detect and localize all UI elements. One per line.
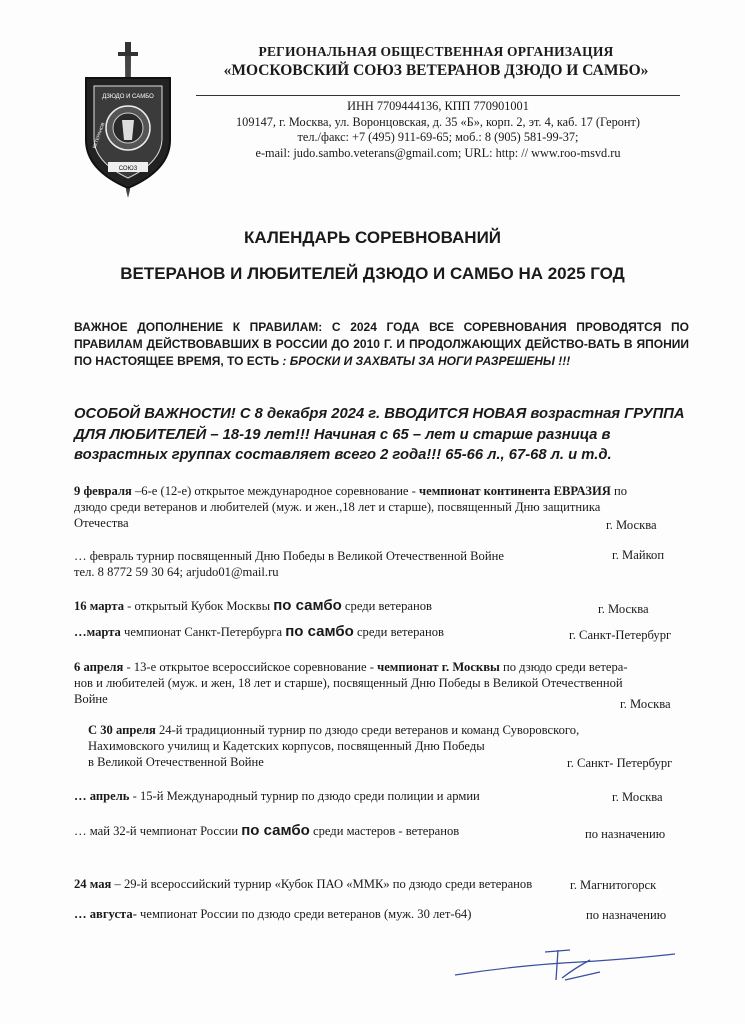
rules-notice-emphasis: : БРОСКИ И ЗАХВАТЫ ЗА НОГИ РАЗРЕШЕНЫ !!! — [282, 354, 571, 368]
event-text: по — [610, 484, 628, 498]
event-text: Нахимовского училищ и Кадетских корпусов, посвященный Дню Победы — [88, 739, 485, 753]
event-text: - 13-е открытое всероссийское соревнование - — [123, 660, 378, 674]
event-date: С 30 апреля — [88, 723, 156, 737]
event-date: 6 апреля — [74, 660, 124, 674]
shield-sword-emblem-icon — [78, 40, 178, 200]
event-april-police — [74, 788, 480, 804]
event-city: г. Москва — [606, 518, 657, 532]
org-line-1: РЕГИОНАЛЬНАЯ ОБЩЕСТВЕННАЯ ОРГАНИЗАЦИЯ — [258, 44, 614, 59]
event-30-april — [88, 722, 648, 770]
event-text: 32-й чемпионат России — [109, 824, 242, 838]
event-24-may — [74, 876, 532, 892]
event-highlight: чемпионат г. Москвы — [377, 660, 500, 674]
email-url: e-mail: judo.sambo.veterans@gmail.com; URL: http: // www.roo-msvd.ru — [255, 145, 621, 160]
event-city: г. Магнитогорск — [570, 878, 657, 892]
event-march-spb — [74, 624, 444, 640]
contact-block — [196, 99, 680, 161]
event-text: Войне — [74, 692, 108, 706]
event-6-april — [74, 659, 686, 707]
event-city: г. Санкт-Петербург — [569, 628, 672, 642]
event-may-sambo — [74, 823, 459, 839]
event-text: в Великой Отечественной Войне — [88, 755, 264, 769]
event-text: дзюдо среди ветеранов и любителей (муж. и жен.,18 лет и старше), посвященный Дню защитника — [74, 500, 601, 514]
calendar-subtitle: ВЕТЕРАНОВ И ЛЮБИТЕЛЕЙ ДЗЮДО И САМБО НА 2025 ГОД — [120, 264, 625, 283]
event-date: 24 мая — [74, 877, 112, 891]
event-highlight: по самбо — [273, 597, 342, 614]
inn-kpp: ИНН 7709444136, КПП 770901001 — [347, 99, 529, 113]
event-text: - открытый Кубок Москвы — [124, 599, 274, 613]
special-notice — [74, 404, 694, 466]
event-text: нов и любителей (муж. и жен, 18 лет и старше), посвященный Дню Победы в Великой Отечественной — [74, 676, 623, 690]
event-text: чемпионат России по дзюдо среди ветеранов (муж. 30 лет-64) — [136, 907, 472, 921]
rules-notice — [74, 319, 689, 370]
event-text: Отечества — [74, 516, 129, 530]
event-city: г. Майкоп — [612, 548, 665, 562]
event-city: г. Санкт- Петербург — [567, 756, 673, 770]
event-9-february — [74, 483, 684, 531]
event-february-maykop — [74, 548, 634, 580]
org-line-2: «МОСКОВСКИЙ СОЮЗ ВЕТЕРАНОВ ДЗЮДО И САМБО» — [223, 62, 649, 79]
event-highlight: по самбо — [285, 623, 354, 640]
special-notice-text: ! С 8 декабря 2024 г. ВВОДИТСЯ НОВАЯ возрастная ГРУППА ДЛЯ ЛЮБИТЕЛЕЙ – 18-19 лет!!! Начиная с 65 – лет и старше разница в возрастных группах составляет всего 2 года!!! 65-66 л., 67-68 л. и т.д. — [74, 406, 685, 463]
event-date: … май — [74, 824, 110, 838]
event-text: –6-е (12-е) открытое международное соревнование - — [131, 484, 420, 498]
event-date: 9 февраля — [74, 484, 132, 498]
calendar-title: КАЛЕНДАРЬ СОРЕВНОВАНИЙ — [243, 228, 502, 247]
event-contact: тел. 8 8772 59 30 64; arjudo01@mail.ru — [74, 565, 279, 579]
event-text: среди ветеранов — [341, 599, 432, 613]
address: 109147, г. Москва, ул. Воронцовская, д. 35 «Б», корп. 2, эт. 4, каб. 17 (Геронт) — [236, 114, 640, 129]
event-city: г. Москва — [612, 790, 663, 804]
event-city: г. Москва — [620, 697, 671, 711]
event-text: по дзюдо среди ветера- — [499, 660, 628, 674]
event-text: - 15-й Международный турнир по дзюдо среди полиции и армии — [129, 789, 480, 803]
header-divider — [196, 95, 680, 96]
signature-icon — [450, 940, 680, 1000]
special-notice-lead: ОСОБОЙ ВАЖНОСТИ — [74, 406, 231, 422]
event-16-march — [74, 598, 432, 614]
event-august — [74, 906, 471, 922]
logo-text-side: ВЕТЕРАНОВ — [91, 121, 106, 150]
phone: тел./факс: +7 (495) 911-69-65; моб.: 8 (905) 581-99-37; — [297, 130, 579, 145]
event-text: среди мастеров - ветеранов — [309, 824, 460, 838]
event-highlight: чемпионат континента ЕВРАЗИЯ — [419, 484, 611, 498]
event-text: 24-й традиционный турнир по дзюдо среди ветеранов и команд Суворовского, — [155, 723, 580, 737]
event-date: … апрель — [74, 789, 130, 803]
event-highlight: по самбо — [241, 822, 310, 839]
event-text: чемпионат Санкт-Петербурга — [120, 625, 286, 639]
logo-text-top: ДЗЮДО И САМБО — [102, 94, 154, 100]
event-date: … августа- — [74, 907, 137, 921]
event-text: – 29-й всероссийский турнир «Кубок ПАО «ММК» по дзюдо среди ветеранов — [111, 877, 533, 891]
event-city: по назначению — [585, 827, 666, 841]
event-text: среди ветеранов — [353, 625, 444, 639]
event-text: … февраль турнир посвященный Дню Победы в Великой Отечественной Войне — [74, 549, 504, 563]
rules-notice-text: ВАЖНОЕ ДОПОЛНЕНИЕ К ПРАВИЛАМ: С 2024 ГОДА ВСЕ СОРЕВНОВАНИЯ ПРОВОДЯТСЯ ПО ПРАВИЛАМ ДЕЙСТВОВАВШИХ В РОССИИ ДО 2010 Г. И ПРОДОЛЖАЮЩИХ ДЕЙСТВО-ВАТЬ В ЯПОНИИ ПО НАСТОЯЩЕЕ ВРЕМЯ, ТО ЕСТЬ — [74, 320, 689, 368]
event-date: …марта — [74, 625, 121, 639]
organization-name — [196, 44, 676, 80]
logo-text-bottom: СОЮЗ — [118, 166, 138, 172]
event-date: 16 марта — [74, 599, 125, 613]
event-city: г. Москва — [598, 602, 649, 616]
event-city: по назначению — [586, 908, 667, 922]
